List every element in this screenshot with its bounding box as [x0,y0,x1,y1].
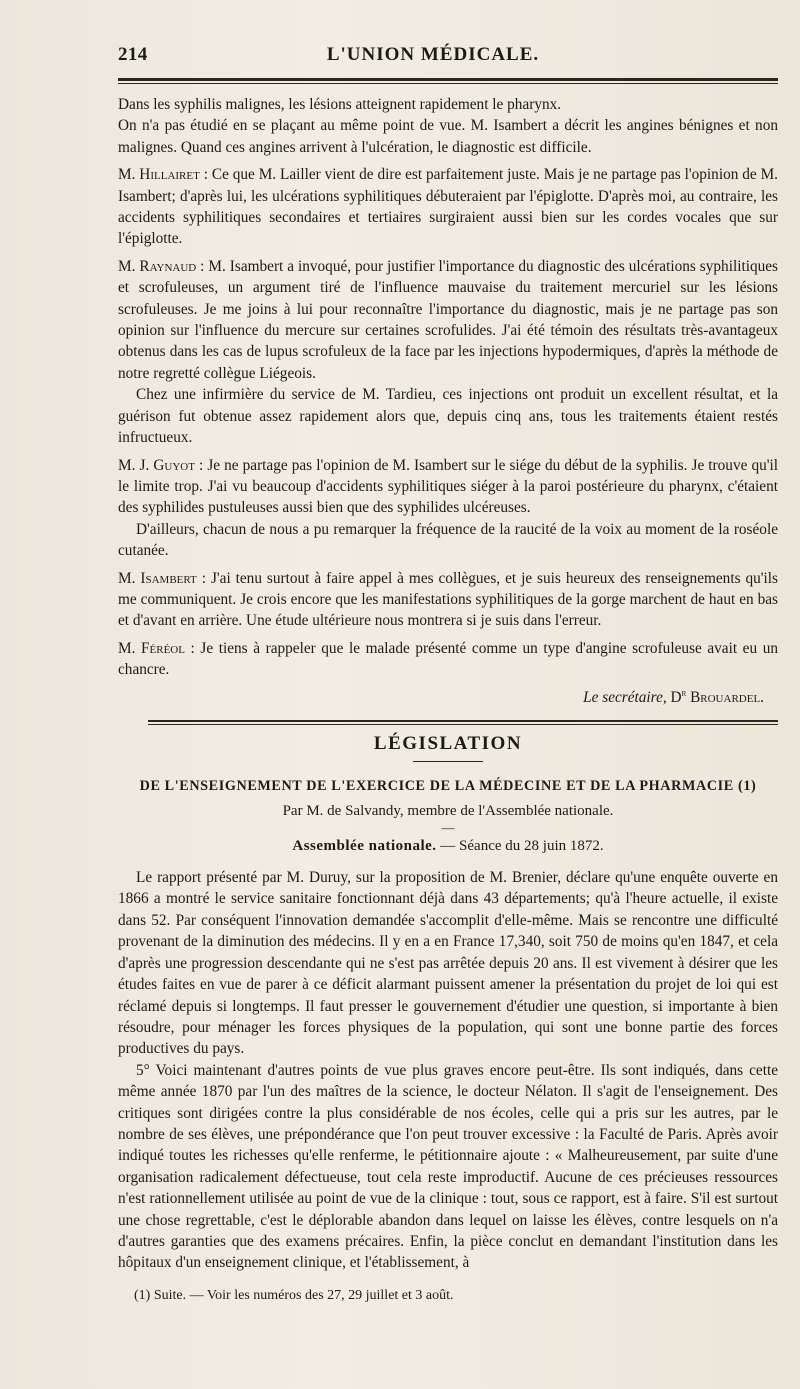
paragraph: Le rapport présenté par M. Duruy, sur la proposition de M. Brenier, déclare qu'une enquête ouverte en 1866 a montré le service sanitaire fonctionnant déjà dans 43 départements; qu'à l'heure actuelle, il existe dans 52. Par conséquent l'innovation demandée s'accomplit d'elle-même. Mais se rencontre une difficulté provenant de la diminution des médecins. Il y en a en France 17,340, soit 750 de moins qu'en 1847, et cela d'après une progression descendante qui ne s'est pas arrêtée depuis 20 ans. Il est vivement à désirer que les études faites en vue de parer à ce déficit alarmant puissent amener la présentation du projet de loi qui est réclamé depuis si longtemps. Il faut presser le gouvernement d'étudier une question, si importante à bien résoudre, pour ménager les forces physiques de la population, qui sont une bonne partie des forces productives du pays. [118,869,778,1058]
paragraph: Chez une infirmière du service de M. Tardieu, ces injections ont produit un excellent résultat, et la guérison fut obtenue assez rapidement alors que, depuis cinq ans, tous les traitements étaient restés infructueux. [118,386,778,447]
running-title: L'UNION MÉDICALE. [326,44,540,65]
paragraph: M. Féréol : Je tiens à rappeler que le malade présenté comme un type d'angine scrofuleuse avait eu un chancre. [118,639,778,679]
signature-name: $D^r$ Brouardel. [670,687,764,706]
signature [118,683,778,709]
page-number: 214 [118,44,148,65]
section-divider [148,720,778,725]
speaker-name: M. Féréol : [118,639,195,657]
author-line: Par M. de Salvandy, membre de l'Assemblée nationale. [282,803,614,820]
title-underline [413,761,483,762]
speaker-name: M. Hillairet : [118,166,208,184]
footnote-mark: (1) [738,778,757,795]
footnote-text: Suite. — Voir les numéros des 27, 29 juillet et 3 août. [150,1287,454,1303]
header-rule-thin [118,83,778,84]
footnote-mark: (1) [134,1287,151,1303]
article-body [118,867,778,1274]
session-label: Assemblée nationale. [292,838,437,855]
speaker-name: M. Raynaud : [118,257,205,275]
paragraph: M. Isambert : J'ai tenu surtout à faire appel à mes collègues, et je suis heureux des renseignements qu'ils me communiquent. Je crois encore que les manifestations syphilitiques de la gorge marchent de haut en bas et d'avant en arrière. Une étude ultérieure nous montrera si je suis dans l'erreur. [118,569,778,630]
session-date: — Séance du 28 juin 1872. [436,838,604,855]
speaker-name: M. J. Guyot : [118,456,204,474]
proceedings-text [118,94,778,708]
paragraph: M. Raynaud : M. Isambert a invoqué, pour justifier l'importance du diagnostic des ulcérations syphilitiques et scrofuleuses, un argument tiré de l'influence mauvaise du traitement mercuriel sur les lésions scrofuleuses. Je me joins à lui pour reconnaître l'importance du diagnostic, mais je ne partage pas son opinion sur l'influence du mercure sur certaines scrofulides. J'ai été témoin des résultats très-avantageux obtenus dans les cas de lupus scrofuleux de la face par les injections hypodermiques, d'après la méthode de notre regretté collègue Liégeois. [118,257,778,382]
paragraph: M. J. Guyot : Je ne partage pas l'opinion de M. Isambert sur le siége du début de la syphilis. Je trouve qu'il le limite trop. J'ai vu beaucoup d'accidents syphilitiques siéger à la paroi postérieure du pharynx, c'étaient des syphilides pustuleuses aussi bien que des syphilides ulcéreuses. [118,456,779,517]
paragraph: D'ailleurs, chacun de nous a pu remarquer la fréquence de la raucité de la voix au moment de la roséole cutanée. [118,520,778,560]
footnote [118,1288,778,1304]
session-line [118,838,778,855]
paragraph: On n'a pas étudié en se plaçant au même point de vue. M. Isambert a décrit les angines bénignes et non malignes. Quand ces angines arrivent à l'ulcération, le diagnostic est difficile. [118,117,778,156]
article-title: DE L'ENSEIGNEMENT DE L'EXERCICE DE LA MÉDECINE ET DE LA PHARMACIE (1) [139,778,757,795]
section-title: LÉGISLATION [373,733,523,755]
paragraph: M. Hillairet : Ce que M. Lailler vient de dire est parfaitement juste. Mais je ne partage pas l'opinion de M. Isambert; d'après lui, les ulcérations syphilitiques débuteraient par l'épiglotte. D'après moi, au contraire, les accidents syphilitiques secondaires et tertiaires surgiraient aussi bien sur les cordes vocales que sur l'épiglotte. [118,166,779,248]
short-dash: — [441,820,455,836]
header-rule [118,78,778,81]
page-header [118,44,778,66]
speaker-name: M. Isambert : [118,569,206,587]
signature-role: Le secrétaire, [583,688,667,706]
paragraph: 5° Voici maintenant d'autres points de vue plus graves encore peut-être. Ils sont indiqués, dans cette même année 1870 par l'un des maîtres de la science, le docteur Nélaton. Il s'agit de l'enseignement. Des critiques sont dirigées contre la plus considérable de nos écoles, celle qui a pris sur les autres, par le nombre de ses élèves, une prépondérance que l'on peut trouver excessive : la Faculté de Paris. Après avoir indiqué toutes les richesses qu'elle renferme, le pétitionnaire ajoute : « Malheureusement, par suite d'une organisation radicalement défectueuse, tout cela reste improductif. Aucune de ces précieuses ressources n'est rationnellement utilisée au point de vue de la clinique : tout, sous ce rapport, est à faire. S'il est surtout une chose regrettable, c'est le déplorable abandon dans lequel on laisse les élèves, contre lesquels on n'a d'autres garanties que des examens précaires. Enfin, la pièce conclut en demandant l'institution dans les hôpitaux d'un enseignement clinique, et l'établissement, à [118,1061,778,1272]
paragraph: Dans les syphilis malignes, les lésions atteignent rapidement le pharynx. [118,96,562,113]
superscript: r [681,687,687,699]
